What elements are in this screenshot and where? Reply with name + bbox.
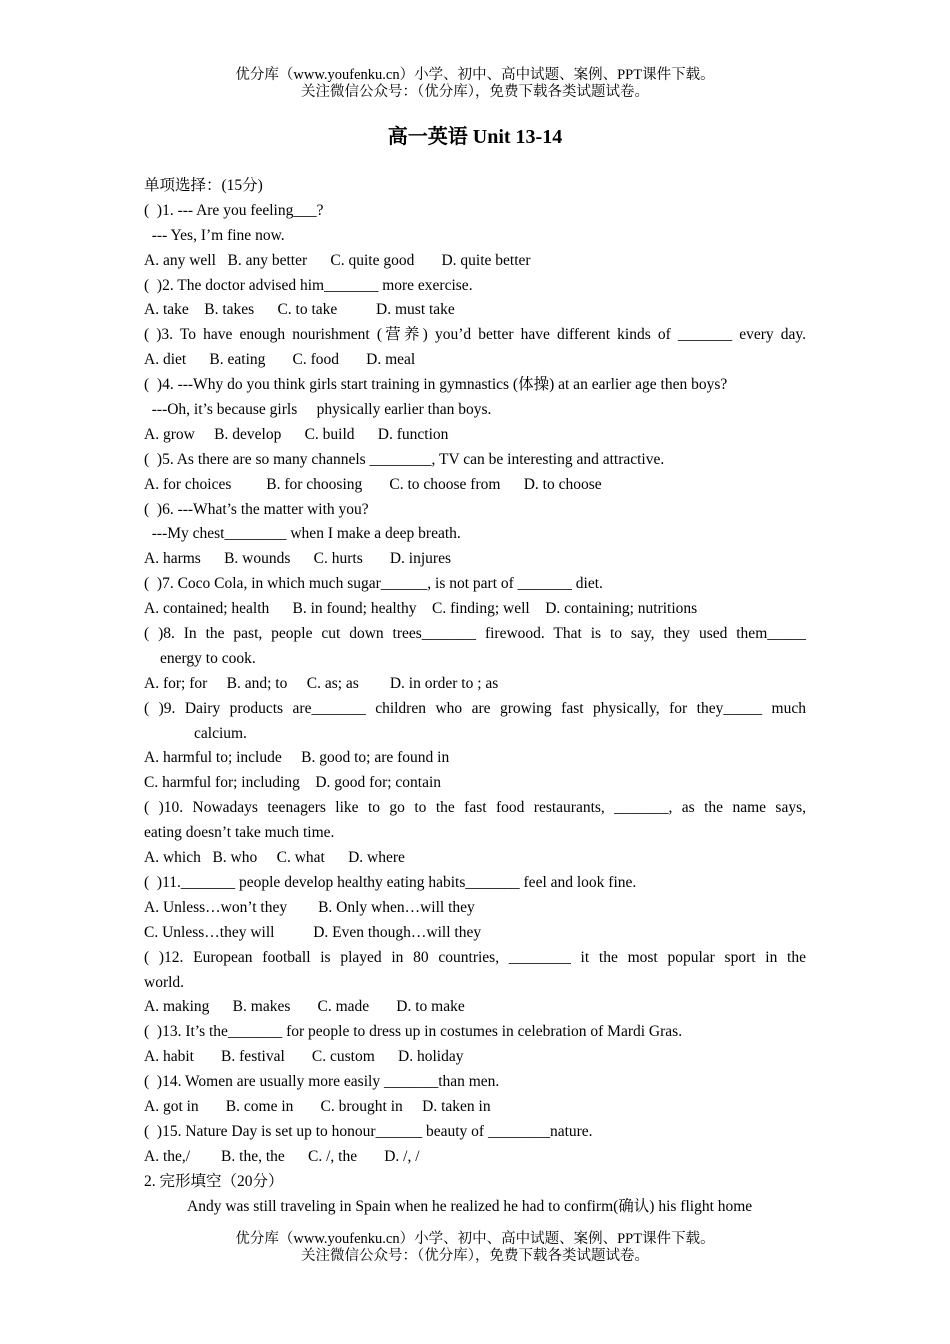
options-line: A. diet B. eating C. food D. meal [144, 351, 416, 369]
question-line: ( )4. ---Why do you think girls start training in gymnastics (体操) at an earlier age then boys? [144, 376, 728, 394]
options-line: A. which B. who C. what D. where [144, 849, 405, 867]
question-line: ( )11._______ people develop healthy eating habits_______ feel and look fine. [144, 873, 637, 891]
options-line: A. making B. makes C. made D. to make [144, 998, 465, 1016]
section-heading: 单项选择：(15分) [144, 177, 263, 194]
question-line: ( )6. ---What’s the matter with you? [144, 500, 369, 518]
options-line: A. harms B. wounds C. hurts D. injures [144, 550, 451, 568]
question-line: eating doesn’t take much time. [144, 824, 335, 842]
options-line: A. take B. takes C. to take D. must take [144, 301, 455, 319]
question-line: ( )12. European football is played in 80 countries, ________ it the most popular sport in the [144, 948, 806, 966]
question-line: calcium. [194, 724, 247, 742]
options-line: A. habit B. festival C. custom D. holiday [144, 1048, 464, 1066]
question-line: ( )5. As there are so many channels ________, TV can be interesting and attractive. [144, 450, 665, 468]
options-line: C. Unless…they will D. Even though…will they [144, 923, 482, 941]
options-line: A. got in B. come in C. brought in D. taken in [144, 1097, 491, 1115]
page-title: 高一英语 Unit 13-14 [387, 126, 563, 148]
footer-line-1: 优分库（www.youfenku.cn）小学、初中、高中试题、案例、PPT课件下载。 [235, 1231, 715, 1247]
section-heading: 2. 完形填空（20分） [144, 1172, 284, 1190]
question-line: ( )2. The doctor advised him_______ more exercise. [144, 276, 473, 294]
options-line: A. for; for B. and; to C. as; as D. in order to ; as [144, 674, 499, 692]
question-line: ( )1. --- Are you feeling___? [144, 201, 324, 219]
options-line: A. harmful to; include B. good to; are found in [144, 749, 450, 767]
page-header [0, 67, 950, 101]
options-line: C. harmful for; including D. good for; contain [144, 774, 442, 792]
options-line: A. Unless…won’t they B. Only when…will they [144, 898, 475, 916]
question-line: ( )8. In the past, people cut down trees_______ firewood. That is to say, they used them_____ [144, 625, 806, 643]
question-line: ( )7. Coco Cola, in which much sugar______, is not part of _______ diet. [144, 575, 603, 593]
options-line: A. contained; health B. in found; healthy C. finding; well D. containing; nutritions [144, 600, 698, 618]
question-line: ( )14. Women are usually more easily _______than men. [144, 1073, 500, 1091]
footer-line-2: 关注微信公众号：（优分库），免费下载各类试题试卷。 [301, 1248, 649, 1264]
question-line: energy to cook. [160, 649, 256, 667]
header-line-2: 关注微信公众号：（优分库），免费下载各类试题试卷。 [301, 84, 649, 100]
options-line: A. the,/ B. the, the C. /, the D. /, / [144, 1147, 420, 1165]
question-line: --- Yes, I’m fine now. [144, 226, 285, 244]
document-body [144, 174, 806, 1219]
question-line: ---Oh, it’s because girls physically earlier than boys. [144, 401, 492, 419]
question-line: ( )13. It’s the_______ for people to dress up in costumes in celebration of Mardi Gras. [144, 1023, 683, 1041]
question-line: ( )3. To have enough nourishment (营养) you’d better have different kinds of _______ every day. [144, 326, 806, 344]
question-line: ( )10. Nowadays teenagers like to go to the fast food restaurants, _______, as the name says, [144, 799, 806, 817]
options-line: A. for choices B. for choosing C. to choose from D. to choose [144, 475, 602, 493]
question-line: ( )15. Nature Day is set up to honour______ beauty of ________nature. [144, 1122, 593, 1140]
options-line: A. any well B. any better C. quite good D. quite better [144, 251, 531, 269]
page-footer [0, 1231, 950, 1265]
question-line: ---My chest________ when I make a deep breath. [144, 525, 461, 543]
options-line: A. grow B. develop C. build D. function [144, 425, 449, 443]
passage-line: Andy was still traveling in Spain when he realized he had to confirm(确认) his flight home [187, 1197, 753, 1215]
header-line-1: 优分库（www.youfenku.cn）小学、初中、高中试题、案例、PPT课件下载。 [235, 67, 715, 83]
question-line: ( )9. Dairy products are_______ children who are growing fast physically, for they_____ much [144, 699, 806, 717]
question-line: world. [144, 973, 185, 991]
